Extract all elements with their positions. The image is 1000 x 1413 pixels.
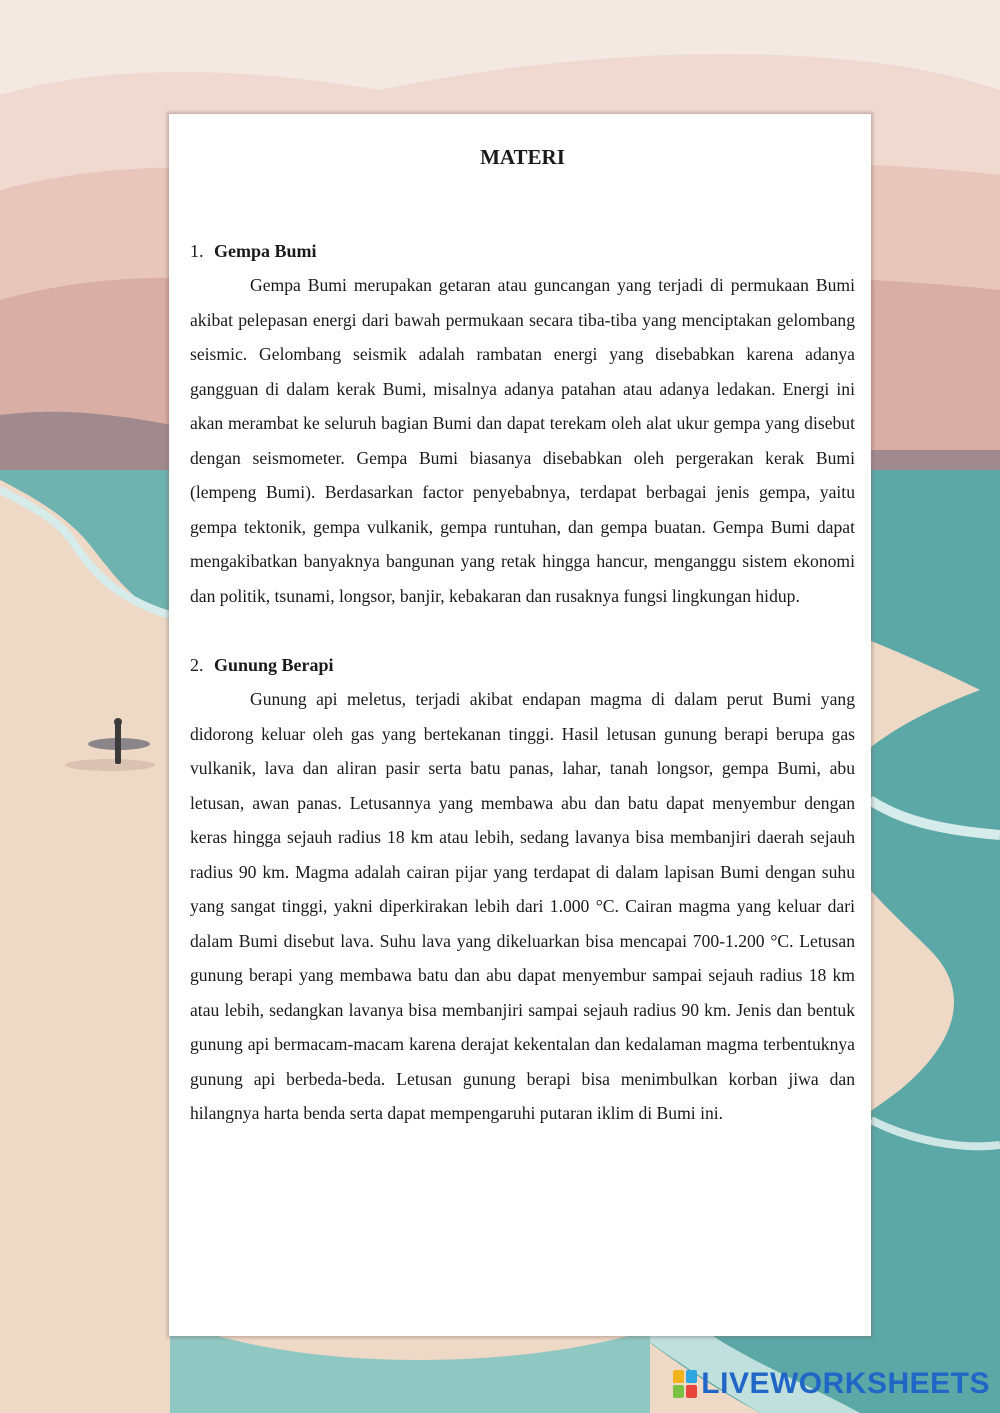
section-title: Gunung Berapi bbox=[214, 655, 334, 675]
liveworksheets-watermark[interactable] bbox=[673, 1367, 990, 1401]
section-gempa-bumi bbox=[190, 234, 855, 613]
section-title: Gempa Bumi bbox=[214, 241, 317, 261]
section-body: Gempa Bumi merupakan getaran atau guncangan yang terjadi di permukaan Bumi akibat pelepasan energi dari bawah permukaan secara tiba-tiba yang menciptakan gelombang seismic. Gelombang seismik adalah rambatan energi yang disebabkan karena adanya gangguan di dalam kerak Bumi, misalnya adanya patahan atau adanya ledakan. Energi ini akan merambat ke seluruh bagian Bumi dan dapat terekam oleh alat ukur gempa yang disebut dengan seismometer. Gempa Bumi biasanya disebabkan oleh pergerakan kerak Bumi (lempeng Bumi). Berdasarkan factor penyebabnya, terdapat berbagai jenis gempa, yaitu gempa tektonik, gempa vulkanik, gempa runtuhan, dan gempa buatan. Gempa Bumi dapat mengakibatkan banyaknya bangunan yang retak hingga hancur, menganggu sistem ekonomi dan politik, tsunami, longsor, banjir, kebakaran dan rusaknya fungsi lingkungan hidup. bbox=[190, 275, 855, 606]
brand-name: LIVEWORKSHEETS bbox=[701, 1367, 990, 1400]
surfer-figure bbox=[86, 718, 152, 770]
section-heading bbox=[190, 234, 855, 268]
section-number: 1. bbox=[190, 241, 204, 261]
document-page bbox=[169, 114, 871, 1336]
section-gunung-berapi bbox=[190, 648, 855, 1131]
section-body: Gunung api meletus, terjadi akibat endapan magma di dalam perut Bumi yang didorong keluar oleh gas yang bertekanan tinggi. Hasil letusan gunung berapi berupa gas vulkanik, lava dan aliran pasir serta batu panas, lahar, tanah longsor, gempa Bumi, abu letusan, awan panas. Letusannya yang membawa abu dan batu dapat menyembur dengan keras hingga sejauh radius 18 km atau lebih, sedang lavanya bisa membanjiri daerah sejauh radius 90 km. Magma adalah cairan pijar yang terdapat di dalam lapisan Bumi dengan suhu yang sangat tinggi, yakni diperkirakan lebih dari 1.000 °C. Cairan magma yang keluar dari dalam Bumi disebut lava. Suhu lava yang dikeluarkan bisa mencapai 700-1.200 °C. Letusan gunung berapi yang membawa batu dan abu dapat menyembur sampai sejauh radius 18 km atau lebih, sedangkan lavanya bisa membanjiri sampai sejauh radius 90 km. Jenis dan bentuk gunung api bermacam-macam karena derajat kekentalan dan kedalaman magma terbentuknya gunung api berbeda-beda. Letusan gunung berapi bisa menimbulkan korban jiwa dan hilangnya harta benda serta dapat mempengaruhi putaran iklim di Bumi ini. bbox=[190, 689, 855, 1123]
liveworksheets-logo-icon bbox=[673, 1370, 697, 1398]
section-number: 2. bbox=[190, 655, 204, 675]
page-title: MATERI bbox=[480, 145, 565, 169]
section-heading bbox=[190, 648, 855, 682]
